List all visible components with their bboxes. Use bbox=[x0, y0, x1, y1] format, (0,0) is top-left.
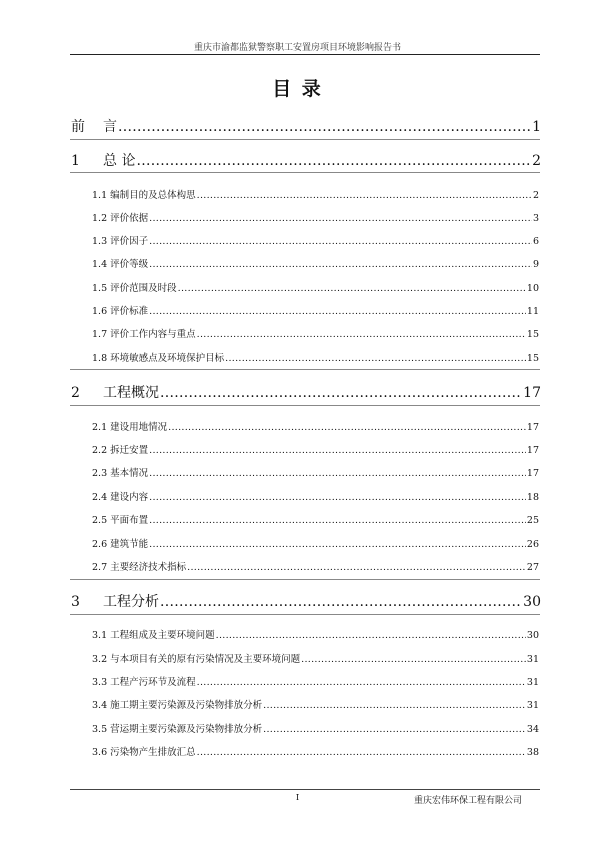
toc-entry-label: 1.8 环境敏感点及环境保护目标 bbox=[92, 353, 225, 364]
toc-entry-page: 27 bbox=[526, 562, 539, 573]
toc-entry-number: 2 bbox=[71, 385, 80, 401]
dot-leader bbox=[149, 468, 526, 479]
dot-leader bbox=[178, 283, 526, 294]
toc-entry-label: 2.1 建设用地情况 bbox=[92, 422, 168, 433]
toc-entry-page: 1 bbox=[532, 119, 541, 135]
toc-entry-page: 17 bbox=[523, 385, 541, 401]
toc-entry-chapter-3[interactable] bbox=[71, 591, 541, 611]
toc-entry-3-4[interactable] bbox=[92, 697, 539, 711]
footer-company: 重庆宏伟环保工程有限公司 bbox=[413, 796, 522, 806]
dot-leader bbox=[168, 422, 526, 433]
toc-entry-label: 1.6 评价标准 bbox=[92, 306, 149, 317]
toc-entry-page: 17 bbox=[526, 468, 539, 479]
toc-entry-label: 1.5 评价范围及时段 bbox=[92, 283, 177, 294]
dot-leader bbox=[197, 747, 526, 758]
toc-entry-label: 1.4 评价等级 bbox=[92, 259, 149, 270]
toc-entry-3-3[interactable] bbox=[92, 674, 539, 688]
section-divider bbox=[70, 579, 540, 580]
dot-leader bbox=[149, 515, 526, 526]
toc-entry-2-6[interactable] bbox=[92, 536, 539, 550]
toc-entry-1-3[interactable] bbox=[92, 233, 539, 247]
toc-entry-2-4[interactable] bbox=[92, 489, 539, 503]
section-divider bbox=[70, 139, 540, 140]
toc-entry-label: 3.1 工程组成及主要环境问题 bbox=[92, 630, 215, 641]
toc-entry-page: 17 bbox=[526, 422, 539, 433]
dot-leader bbox=[118, 119, 531, 135]
footer-divider bbox=[70, 789, 540, 790]
toc-entry-label: 2.3 基本情况 bbox=[92, 468, 149, 479]
toc-entry-chapter-1[interactable] bbox=[71, 150, 541, 170]
dot-leader bbox=[216, 630, 526, 641]
toc-entry-1-4[interactable] bbox=[92, 256, 539, 270]
toc-entry-label: 2.2 拆迁安置 bbox=[92, 445, 149, 456]
toc-entry-page: 9 bbox=[532, 259, 539, 270]
toc-entry-chapter-2[interactable] bbox=[71, 382, 541, 402]
section-divider bbox=[70, 369, 540, 370]
toc-entry-1-1[interactable] bbox=[92, 187, 539, 201]
toc-entry-label: 1.2 评价依据 bbox=[92, 213, 149, 224]
toc-entry-page: 18 bbox=[526, 492, 539, 503]
toc-entry-label: 总 论 bbox=[103, 153, 136, 169]
toc-entry-number: 前 bbox=[71, 119, 85, 135]
section-divider bbox=[70, 405, 540, 406]
toc-entry-label: 2.7 主要经济技术指标 bbox=[92, 562, 187, 573]
toc-entry-page: 30 bbox=[523, 594, 541, 610]
toc-entry-label: 言 bbox=[103, 119, 117, 135]
dot-leader bbox=[149, 259, 532, 270]
dot-leader bbox=[263, 724, 526, 735]
toc-entry-3-2[interactable] bbox=[92, 651, 539, 665]
toc-entry-1-8[interactable] bbox=[92, 350, 539, 364]
toc-entry-page: 3 bbox=[532, 213, 539, 224]
toc-entry-3-5[interactable] bbox=[92, 721, 539, 735]
toc-entry-label: 3.6 污染物产生排放汇总 bbox=[92, 747, 196, 758]
toc-entry-page: 25 bbox=[526, 515, 539, 526]
dot-leader bbox=[197, 190, 532, 201]
toc-entry-label: 工程概况 bbox=[103, 385, 159, 401]
toc-entry-number: 1 bbox=[71, 153, 80, 169]
toc-entry-1-2[interactable] bbox=[92, 210, 539, 224]
toc-entry-label: 1.1 编制目的及总体构思 bbox=[92, 190, 196, 201]
toc-entry-3-1[interactable] bbox=[92, 627, 539, 641]
toc-entry-2-7[interactable] bbox=[92, 559, 539, 573]
toc-entry-page: 31 bbox=[526, 654, 539, 665]
dot-leader bbox=[149, 445, 526, 456]
dot-leader bbox=[301, 654, 526, 665]
toc-entry-label: 2.4 建设内容 bbox=[92, 492, 149, 503]
toc-entry-page: 26 bbox=[526, 539, 539, 550]
toc-entry-label: 2.6 建筑节能 bbox=[92, 539, 149, 550]
dot-leader bbox=[149, 236, 532, 247]
toc-entry-page: 17 bbox=[526, 445, 539, 456]
toc-entry-page: 15 bbox=[526, 329, 539, 340]
toc-entry-page: 15 bbox=[526, 353, 539, 364]
dot-leader bbox=[187, 562, 526, 573]
toc-entry-label: 3.4 施工期主要污染源及污染物排放分析 bbox=[92, 700, 263, 711]
toc-entry-page: 11 bbox=[526, 306, 539, 317]
dot-leader bbox=[160, 594, 522, 610]
section-divider bbox=[70, 614, 540, 615]
toc-entry-label: 3.2 与本项目有关的原有污染情况及主要环境问题 bbox=[92, 654, 301, 665]
dot-leader bbox=[263, 700, 526, 711]
toc-entry-page: 2 bbox=[532, 153, 541, 169]
toc-entry-page: 34 bbox=[526, 724, 539, 735]
toc-entry-page: 2 bbox=[532, 190, 539, 201]
toc-entry-label: 工程分析 bbox=[103, 594, 159, 610]
toc-entry-label: 2.5 平面布置 bbox=[92, 515, 149, 526]
dot-leader bbox=[225, 353, 526, 364]
toc-entry-label: 1.7 评价工作内容与重点 bbox=[92, 329, 196, 340]
toc-entry-number: 3 bbox=[71, 594, 80, 610]
toc-entry-1-6[interactable] bbox=[92, 303, 539, 317]
toc-entry-page: 10 bbox=[526, 283, 539, 294]
toc-entry-2-3[interactable] bbox=[92, 465, 539, 479]
dot-leader bbox=[149, 213, 532, 224]
header-divider bbox=[70, 54, 540, 55]
toc-entry-page: 31 bbox=[526, 700, 539, 711]
dot-leader bbox=[160, 385, 522, 401]
toc-entry-label: 1.3 评价因子 bbox=[92, 236, 149, 247]
toc-title: 目 录 bbox=[272, 78, 323, 100]
dot-leader bbox=[149, 492, 526, 503]
page-header: 重庆市渝都监狱警察职工安置房项目环境影响报告书 bbox=[193, 43, 401, 53]
toc-entry-2-1[interactable] bbox=[92, 419, 539, 433]
dot-leader bbox=[136, 153, 531, 169]
toc-entry-2-5[interactable] bbox=[92, 512, 539, 526]
dot-leader bbox=[149, 306, 526, 317]
page-number: I bbox=[295, 793, 300, 803]
toc-entry-1-7[interactable] bbox=[92, 326, 539, 340]
dot-leader bbox=[197, 329, 526, 340]
toc-entry-label: 3.3 工程产污环节及流程 bbox=[92, 677, 196, 688]
toc-entry-page: 30 bbox=[526, 630, 539, 641]
toc-entry-label: 3.5 营运期主要污染源及污染物排放分析 bbox=[92, 724, 263, 735]
toc-entry-3-6[interactable] bbox=[92, 744, 539, 758]
dot-leader bbox=[197, 677, 526, 688]
section-divider bbox=[70, 172, 540, 173]
toc-entry-preface[interactable] bbox=[71, 116, 541, 136]
toc-entry-page: 38 bbox=[526, 747, 539, 758]
toc-entry-page: 31 bbox=[526, 677, 539, 688]
toc-entry-page: 6 bbox=[532, 236, 539, 247]
toc-entry-2-2[interactable] bbox=[92, 442, 539, 456]
toc-entry-1-5[interactable] bbox=[92, 280, 539, 294]
dot-leader bbox=[149, 539, 526, 550]
